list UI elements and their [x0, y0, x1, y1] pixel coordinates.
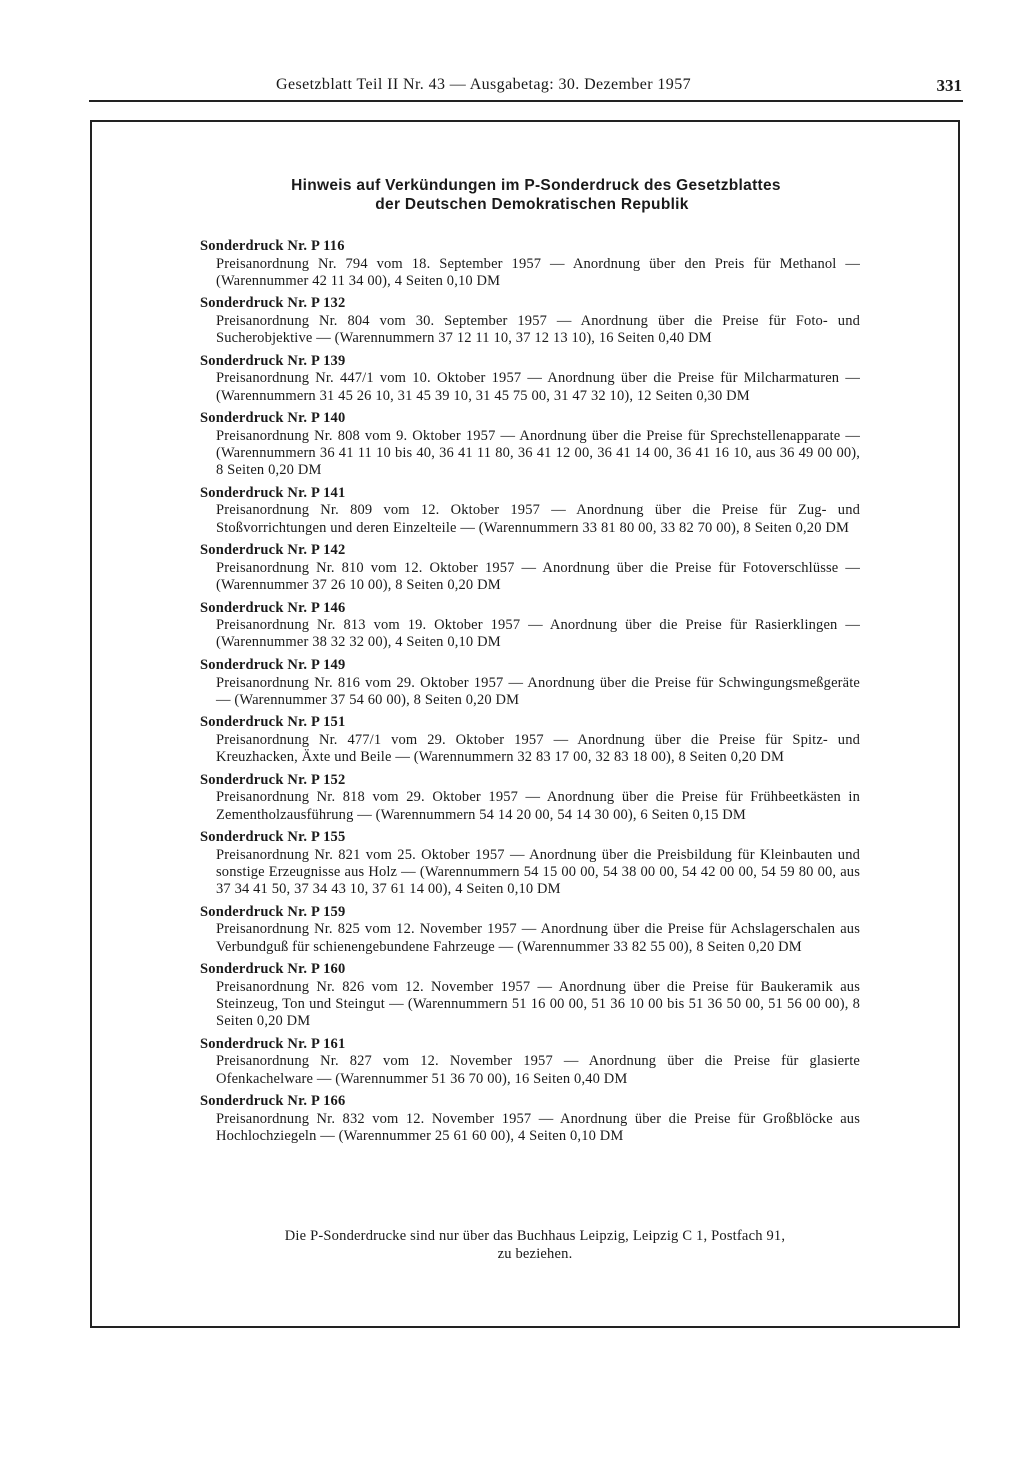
entry-text: Preisanordnung Nr. 808 vom 9. Oktober 1957 — Anordnung über die Preise für Sprechstellenapparate — (Warennummern 36 41 11 10 bis 40, 36 41 11 80, 36 41 12 00, 36 41 14 00, 36 41 16 10, aus 36 49 00 00), 8 Seiten 0,20 DM [216, 427, 860, 479]
entry-list [200, 238, 860, 1151]
distribution-note [195, 1228, 875, 1263]
entry-text: Preisanordnung Nr. 477/1 vom 29. Oktober 1957 — Anordnung über die Preise für Spitz- und Kreuzhacken, Äxte und Beile — (Warennummern 32 83 17 00, 32 83 18 00), 8 Seiten 0,20 DM [216, 731, 860, 766]
entry-heading: Sonderdruck Nr. P 160 [200, 961, 346, 978]
entry-heading: Sonderdruck Nr. P 151 [200, 714, 346, 731]
entry-text: Preisanordnung Nr. 818 vom 29. Oktober 1957 — Anordnung über die Preise für Frühbeetkästen in Zementholzausführung — (Warennummern 54 14 20 00, 54 14 30 00), 6 Seiten 0,15 DM [216, 789, 860, 823]
entry-p152 [200, 772, 860, 824]
entry-text: Preisanordnung Nr. 794 vom 18. September 1957 — Anordnung über den Preis für Methanol — (Warennummer 42 11 34 00), 4 Seiten 0,10 DM [216, 255, 860, 289]
entry-heading: Sonderdruck Nr. P 149 [200, 657, 346, 674]
entry-p155 [200, 829, 860, 898]
entry-text: Preisanordnung Nr. 827 vom 12. November 1957 — Anordnung über die Preise für glasierte Ofenkachelware — (Warennummer 51 36 70 00), 16 Seiten 0,40 DM [216, 1053, 860, 1087]
entry-text: Preisanordnung Nr. 447/1 vom 10. Oktober 1957 — Anordnung über die Preise für Milcharmaturen — (Warennummern 31 45 26 10, 31 45 39 10, 31 45 75 00, 31 47 32 10), 12 Seiten 0,30 DM [216, 370, 860, 404]
entry-text: Preisanordnung Nr. 825 vom 12. November 1957 — Anordnung über die Preise für Achslagerschalen aus Verbundguß für schienengebundene Fahrzeuge — (Warennummer 33 82 55 00), 8 Seiten 0,20 DM [216, 921, 860, 955]
entry-p142 [200, 542, 860, 594]
entry-p160 [200, 961, 860, 1030]
notice-title-line-1: Hinweis auf Verkündungen im P-Sonderdruck des Gesetzblattes [291, 177, 781, 194]
running-header-title: Gesetzblatt Teil II Nr. 43 — Ausgabetag: 30. Dezember 1957 [276, 76, 692, 93]
distribution-note-line-2: zu beziehen. [497, 1245, 573, 1262]
entry-heading: Sonderdruck Nr. P 141 [200, 484, 346, 501]
entry-heading: Sonderdruck Nr. P 155 [200, 829, 346, 846]
entry-p166 [200, 1093, 860, 1145]
page-header [90, 76, 962, 98]
entry-heading: Sonderdruck Nr. P 140 [200, 410, 346, 427]
entry-p146 [200, 600, 860, 652]
entry-heading: Sonderdruck Nr. P 132 [200, 295, 346, 312]
entry-text: Preisanordnung Nr. 809 vom 12. Oktober 1957 — Anordnung über die Preise für Zug- und Stoßvorrichtungen und deren Einzelteile — (Warennummern 33 81 80 00, 33 82 70 00), 8 Seiten 0,20 DM [216, 502, 860, 536]
entry-p132 [200, 295, 860, 347]
entry-p161 [200, 1036, 860, 1088]
entry-text: Preisanordnung Nr. 821 vom 25. Oktober 1957 — Anordnung über die Preisbildung für Kleinbauten und sonstige Erzeugnisse aus Holz — (Warennummern 54 15 00 00, 54 38 00 00, 54 42 00 00, 54 59 80 00, aus 37 34 41 50, 37 34 43 10, 37 61 14 00), 4 Seiten 0,10 DM [216, 846, 860, 898]
entry-heading: Sonderdruck Nr. P 152 [200, 771, 346, 788]
entry-text: Preisanordnung Nr. 826 vom 12. November 1957 — Anordnung über die Preise für Baukeramik aus Steinzeug, Ton und Steingut — (Warennummern 51 16 00 00, 51 36 10 00 bis 51 36 50 00, 51 56 00 00), 8 Seiten 0,20 DM [216, 978, 860, 1030]
entry-heading: Sonderdruck Nr. P 139 [200, 352, 346, 369]
header-rule [89, 100, 963, 102]
entry-heading: Sonderdruck Nr. P 159 [200, 903, 346, 920]
entry-heading: Sonderdruck Nr. P 146 [200, 599, 346, 616]
entry-p151 [200, 714, 860, 766]
entry-heading: Sonderdruck Nr. P 142 [200, 542, 346, 559]
notice-title-line-2: der Deutschen Demokratischen Republik [375, 196, 689, 213]
entry-p149 [200, 657, 860, 709]
entry-p141 [200, 485, 860, 537]
notice-title [0, 176, 1024, 214]
entry-text: Preisanordnung Nr. 816 vom 29. Oktober 1957 — Anordnung über die Preise für Schwingungsmeßgeräte — (Warennummer 37 54 60 00), 8 Seiten 0,20 DM [216, 674, 860, 708]
page-number: 331 [936, 76, 962, 95]
entry-text: Preisanordnung Nr. 813 vom 19. Oktober 1957 — Anordnung über die Preise für Rasierklingen — (Warennummer 38 32 32 00), 4 Seiten 0,10 DM [216, 617, 860, 651]
entry-heading: Sonderdruck Nr. P 116 [200, 238, 345, 254]
entry-text: Preisanordnung Nr. 810 vom 12. Oktober 1957 — Anordnung über die Preise für Fotoverschlüsse — (Warennummer 37 26 10 00), 8 Seiten 0,20 DM [216, 559, 860, 593]
entry-text: Preisanordnung Nr. 832 vom 12. November 1957 — Anordnung über die Preise für Großblöcke aus Hochlochziegeln — (Warennummer 25 61 60 00), 4 Seiten 0,10 DM [216, 1110, 860, 1144]
entry-p159 [200, 904, 860, 956]
entry-p116 [200, 238, 860, 290]
entry-heading: Sonderdruck Nr. P 161 [200, 1035, 346, 1052]
entry-p140 [200, 410, 860, 479]
distribution-note-line-1: Die P-Sonderdrucke sind nur über das Buchhaus Leipzig, Leipzig C 1, Postfach 91, [284, 1228, 786, 1244]
entry-p139 [200, 353, 860, 405]
entry-text: Preisanordnung Nr. 804 vom 30. September 1957 — Anordnung über die Preise für Foto- und Sucherobjektive — (Warennummern 37 12 11 10, 37 12 13 10), 16 Seiten 0,40 DM [216, 312, 860, 347]
entry-heading: Sonderdruck Nr. P 166 [200, 1093, 346, 1110]
